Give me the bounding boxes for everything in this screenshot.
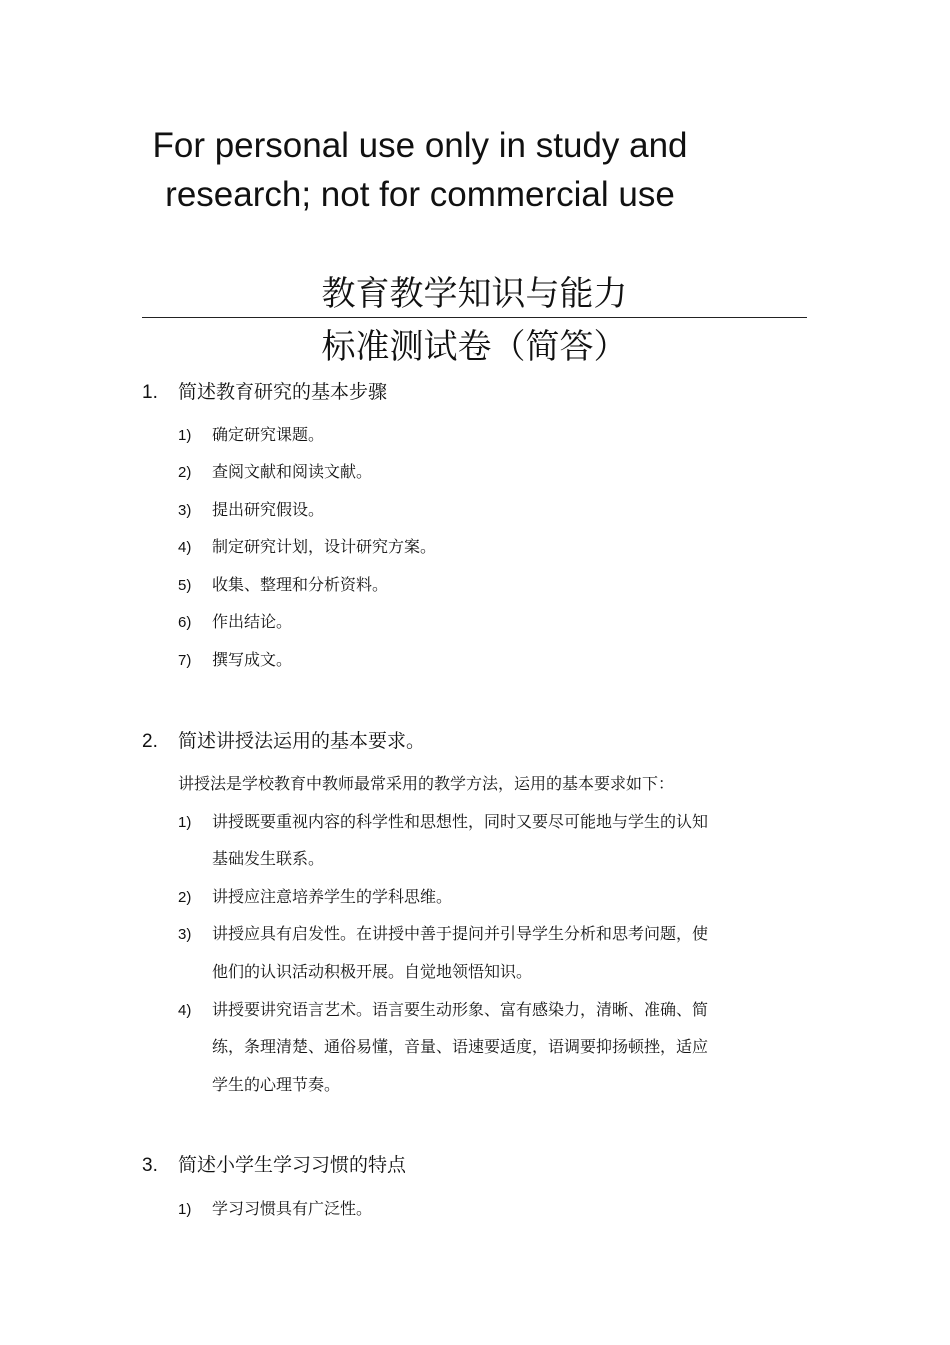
item-text: 学习习惯具有广泛性。 bbox=[212, 1199, 373, 1218]
document-title: 教育教学知识与能力 bbox=[321, 274, 628, 314]
copyright-notice-line-2: research; not for commercial use bbox=[165, 175, 675, 214]
item-continuation: 他们的认识活动积极开展。自觉地领悟知识。 bbox=[212, 962, 533, 981]
list-item bbox=[178, 999, 708, 1022]
question-number: 3. bbox=[142, 1155, 158, 1176]
item-text: 提出研究假设。 bbox=[212, 500, 325, 519]
list-item bbox=[178, 499, 324, 522]
item-number: 6) bbox=[178, 614, 192, 631]
list-item bbox=[178, 649, 292, 672]
item-text: 讲授要讲究语言艺术。语言要生动形象、富有感染力，清晰、准确、简 bbox=[212, 1000, 709, 1019]
item-text: 作出结论。 bbox=[212, 612, 293, 631]
item-number: 2) bbox=[178, 889, 192, 906]
list-item bbox=[178, 424, 324, 447]
question-text: 简述小学生学习习惯的特点 bbox=[178, 1154, 407, 1176]
item-continuation: 练，条理清楚、通俗易懂，音量、语速要适度，语调要抑扬顿挫，适应 bbox=[212, 1037, 709, 1056]
item-text: 讲授应具有启发性。在讲授中善于提问并引导学生分析和思考问题，使 bbox=[212, 924, 709, 943]
question-2-heading bbox=[142, 728, 425, 755]
question-number: 2. bbox=[142, 731, 158, 752]
copyright-notice-line-1: For personal use only in study and bbox=[152, 126, 688, 165]
list-item bbox=[178, 923, 708, 946]
item-number: 3) bbox=[178, 926, 192, 943]
item-text: 制定研究计划，设计研究方案。 bbox=[212, 537, 437, 556]
item-number: 4) bbox=[178, 1002, 192, 1019]
document-subtitle: 标准测试卷（简答） bbox=[321, 327, 628, 367]
item-number: 3) bbox=[178, 502, 192, 519]
item-continuation: 学生的心理节奏。 bbox=[212, 1075, 341, 1094]
list-item bbox=[178, 536, 436, 559]
item-continuation: 基础发生联系。 bbox=[212, 849, 325, 868]
list-item bbox=[178, 886, 452, 909]
question-1-heading bbox=[142, 379, 387, 406]
item-number: 1) bbox=[178, 814, 192, 831]
item-number: 2) bbox=[178, 464, 192, 481]
item-text: 讲授应注意培养学生的学科思维。 bbox=[212, 887, 453, 906]
question-text: 简述讲授法运用的基本要求。 bbox=[178, 730, 426, 752]
question-3-heading bbox=[142, 1152, 406, 1179]
list-item bbox=[178, 811, 708, 834]
list-item bbox=[178, 461, 372, 484]
item-number: 1) bbox=[178, 1201, 192, 1218]
list-item bbox=[178, 611, 292, 634]
item-text: 收集、整理和分析资料。 bbox=[212, 575, 389, 594]
item-number: 5) bbox=[178, 577, 192, 594]
item-number: 4) bbox=[178, 539, 192, 556]
question-number: 1. bbox=[142, 382, 158, 403]
item-text: 确定研究课题。 bbox=[212, 425, 325, 444]
item-text: 查阅文献和阅读文献。 bbox=[212, 462, 373, 481]
item-text: 讲授既要重视内容的科学性和思想性，同时又要尽可能地与学生的认知 bbox=[212, 812, 709, 831]
title-divider bbox=[142, 317, 807, 318]
list-item bbox=[178, 574, 388, 597]
question-text: 简述教育研究的基本步骤 bbox=[178, 381, 388, 403]
answer-intro: 讲授法是学校教育中教师最常采用的教学方法，运用的基本要求如下： bbox=[178, 774, 675, 793]
item-number: 7) bbox=[178, 652, 192, 669]
list-item bbox=[178, 1198, 372, 1221]
item-text: 撰写成文。 bbox=[212, 650, 293, 669]
item-number: 1) bbox=[178, 427, 192, 444]
